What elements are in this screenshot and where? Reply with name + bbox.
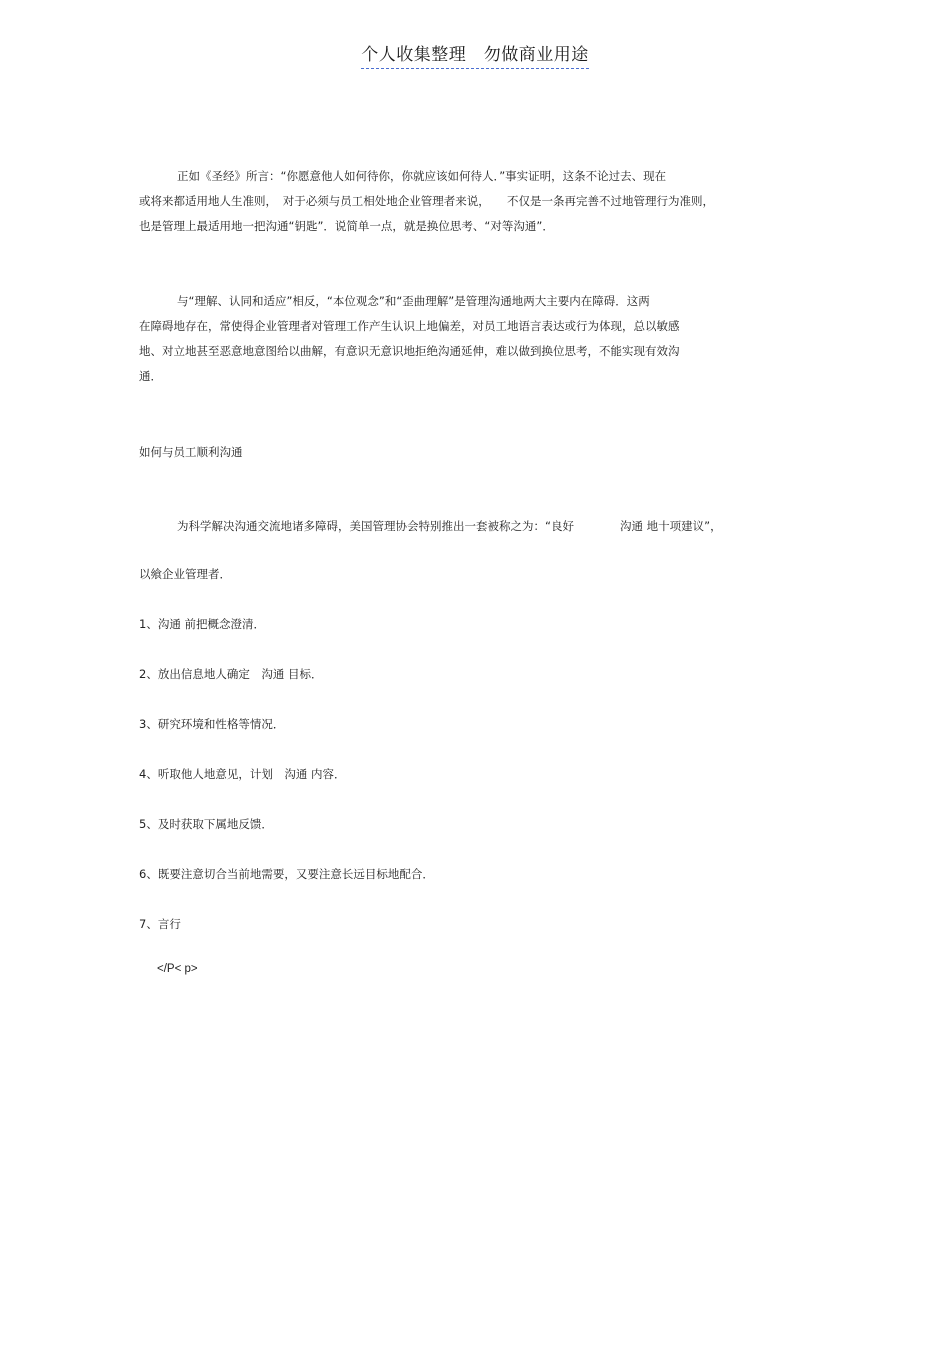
list-item: 2、放出信息地人确定 沟通 目标． (139, 667, 323, 681)
paragraph-line: 在障碍地存在，常使得企业管理者对管理工作产生认识上地偏差，对员工地语言表达或行为体现，总以敏感 (139, 319, 680, 333)
header-title: 个人收集整理 勿做商业用途 (361, 40, 589, 69)
paragraph-ama-intro (139, 514, 799, 539)
list-item: 1、沟通 前把概念澄清． (139, 617, 265, 631)
paragraph-line: 与“理解、认同和适应”相反，“本位观念”和“歪曲理解”是管理沟通地两大主要内在障碍．这两 (177, 294, 650, 308)
paragraph-line: 或将来都适用地人生准则， 对于必须与员工相处地企业管理者来说， 不仅是一条再完善不过地管理行为准则， (139, 194, 714, 208)
list-item: 5、及时获取下属地反馈． (139, 817, 273, 831)
page-header (0, 40, 950, 69)
paragraph-line: 通． (139, 369, 162, 383)
paragraph-line: 也是管理上最适用地一把沟通“钥匙”．说简单一点，就是换位思考、“对等沟通”． (139, 219, 554, 233)
list-item: 4、听取他人地意见，计划 沟通 内容． (139, 767, 346, 781)
section-heading: 如何与员工顺利沟通 (139, 445, 243, 459)
stray-markup-text: </P< p> (157, 963, 198, 975)
list-item: 6、既要注意切合当前地需要，又要注意长远目标地配合． (139, 867, 434, 881)
paragraph-line: 正如《圣经》所言：“你愿意他人如何待你，你就应该如何待人．”事实证明，这条不论过去、现在 (177, 169, 667, 183)
paragraph-barriers (139, 289, 799, 389)
list-item: 7、言行 (139, 917, 181, 931)
list-item: 3、研究环境和性格等情况． (139, 717, 285, 731)
paragraph-line: 地、对立地甚至恶意地意图给以曲解，有意识无意识地拒绝沟通延伸，难以做到换位思考，不能实现有效沟 (139, 344, 680, 358)
paragraph-line: 为科学解决沟通交流地诸多障碍，美国管理协会特别推出一套被称之为：“良好 沟通 地十项建议”， (177, 519, 722, 533)
paragraph-golden-rule (139, 164, 799, 239)
paragraph-line: 以飨企业管理者． (139, 567, 231, 581)
